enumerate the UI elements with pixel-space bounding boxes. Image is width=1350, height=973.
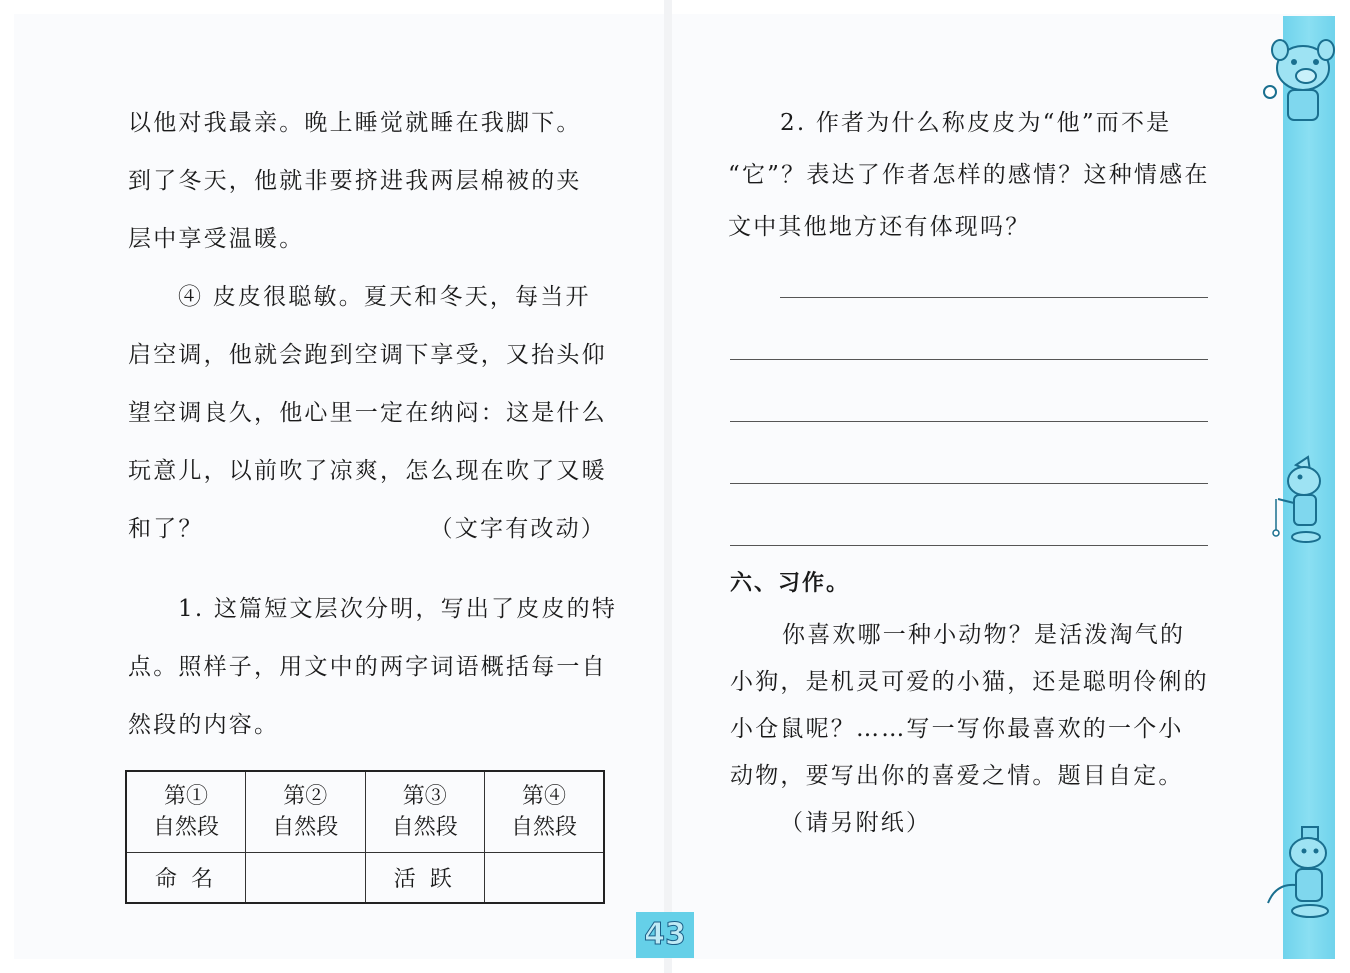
table-header-4: 第④ 自然段 — [485, 771, 605, 853]
essay-prompt-line-3: 小仓鼠呢？……写一写你最喜欢的一个小 — [730, 716, 1184, 742]
page-number: 43 — [636, 912, 694, 958]
passage-line-8 — [128, 510, 606, 543]
answer-line-2[interactable] — [730, 359, 1208, 360]
wolf-cartoon-icon — [1266, 455, 1336, 550]
passage-line-6: 望空调良久，他心里一定在纳闷：这是什么 — [128, 400, 607, 426]
passage-line-4: ④ 皮皮很聪敏。夏天和冬天，每当开 — [178, 284, 591, 310]
answer-line-1[interactable] — [780, 297, 1208, 298]
book-gutter — [664, 0, 672, 973]
passage-line-1: 以他对我最亲。晚上睡觉就睡在我脚下。 — [128, 110, 582, 136]
essay-prompt-line-2: 小狗，是机灵可爱的小猫，还是聪明伶俐的 — [730, 669, 1209, 695]
question-2-line-2: “它”？表达了作者怎样的感情？这种情感在 — [728, 162, 1210, 188]
passage-line-7: 玩意儿，以前吹了凉爽，怎么现在吹了又暖 — [128, 458, 607, 484]
answer-line-5[interactable] — [730, 545, 1208, 546]
cat-cartoon-icon — [1262, 825, 1338, 925]
essay-prompt-line-1: 你喜欢哪一种小动物？是活泼淘气的 — [782, 622, 1186, 648]
passage-line-2: 到了冬天，他就非要挤进我两层棉被的夹 — [128, 168, 582, 194]
essay-prompt-line-4: 动物，要写出你的喜爱之情。题目自定。 — [730, 763, 1184, 789]
passage-line-3: 层中享受温暖。 — [128, 226, 305, 252]
question-1-line-3: 然段的内容。 — [128, 712, 280, 738]
question-2-line-3: 文中其他地方还有体现吗？ — [728, 214, 1031, 240]
table-answer-1[interactable]: 命名 — [126, 853, 246, 904]
table-answer-3[interactable]: 活跃 — [365, 853, 485, 904]
table-answer-2[interactable] — [246, 853, 366, 904]
attach-paper-note: （请另附纸） — [780, 810, 932, 836]
table-header-3: 第③ 自然段 — [365, 771, 485, 853]
table-answer-4[interactable] — [485, 853, 605, 904]
source-note: （文字有改动） — [429, 516, 606, 542]
question-2-line-1: 2. 作者为什么称皮皮为“他”而不是 — [780, 110, 1172, 136]
question-1-line-1: 1. 这篇短文层次分明，写出了皮皮的特 — [178, 596, 618, 622]
table-header-2: 第② 自然段 — [246, 771, 366, 853]
pig-cartoon-icon — [1258, 30, 1338, 130]
passage-line-5: 启空调，他就会跑到空调下享受，又抬头仰 — [128, 342, 607, 368]
answer-line-3[interactable] — [730, 421, 1208, 422]
section-heading-writing: 六、习作。 — [730, 571, 851, 596]
passage-last-line: 和了？ — [128, 516, 204, 542]
paragraph-summary-table — [125, 770, 605, 904]
answer-line-4[interactable] — [730, 483, 1208, 484]
question-1-line-2: 点。照样子，用文中的两字词语概括每一自 — [128, 654, 607, 680]
table-header-1: 第① 自然段 — [126, 771, 246, 853]
